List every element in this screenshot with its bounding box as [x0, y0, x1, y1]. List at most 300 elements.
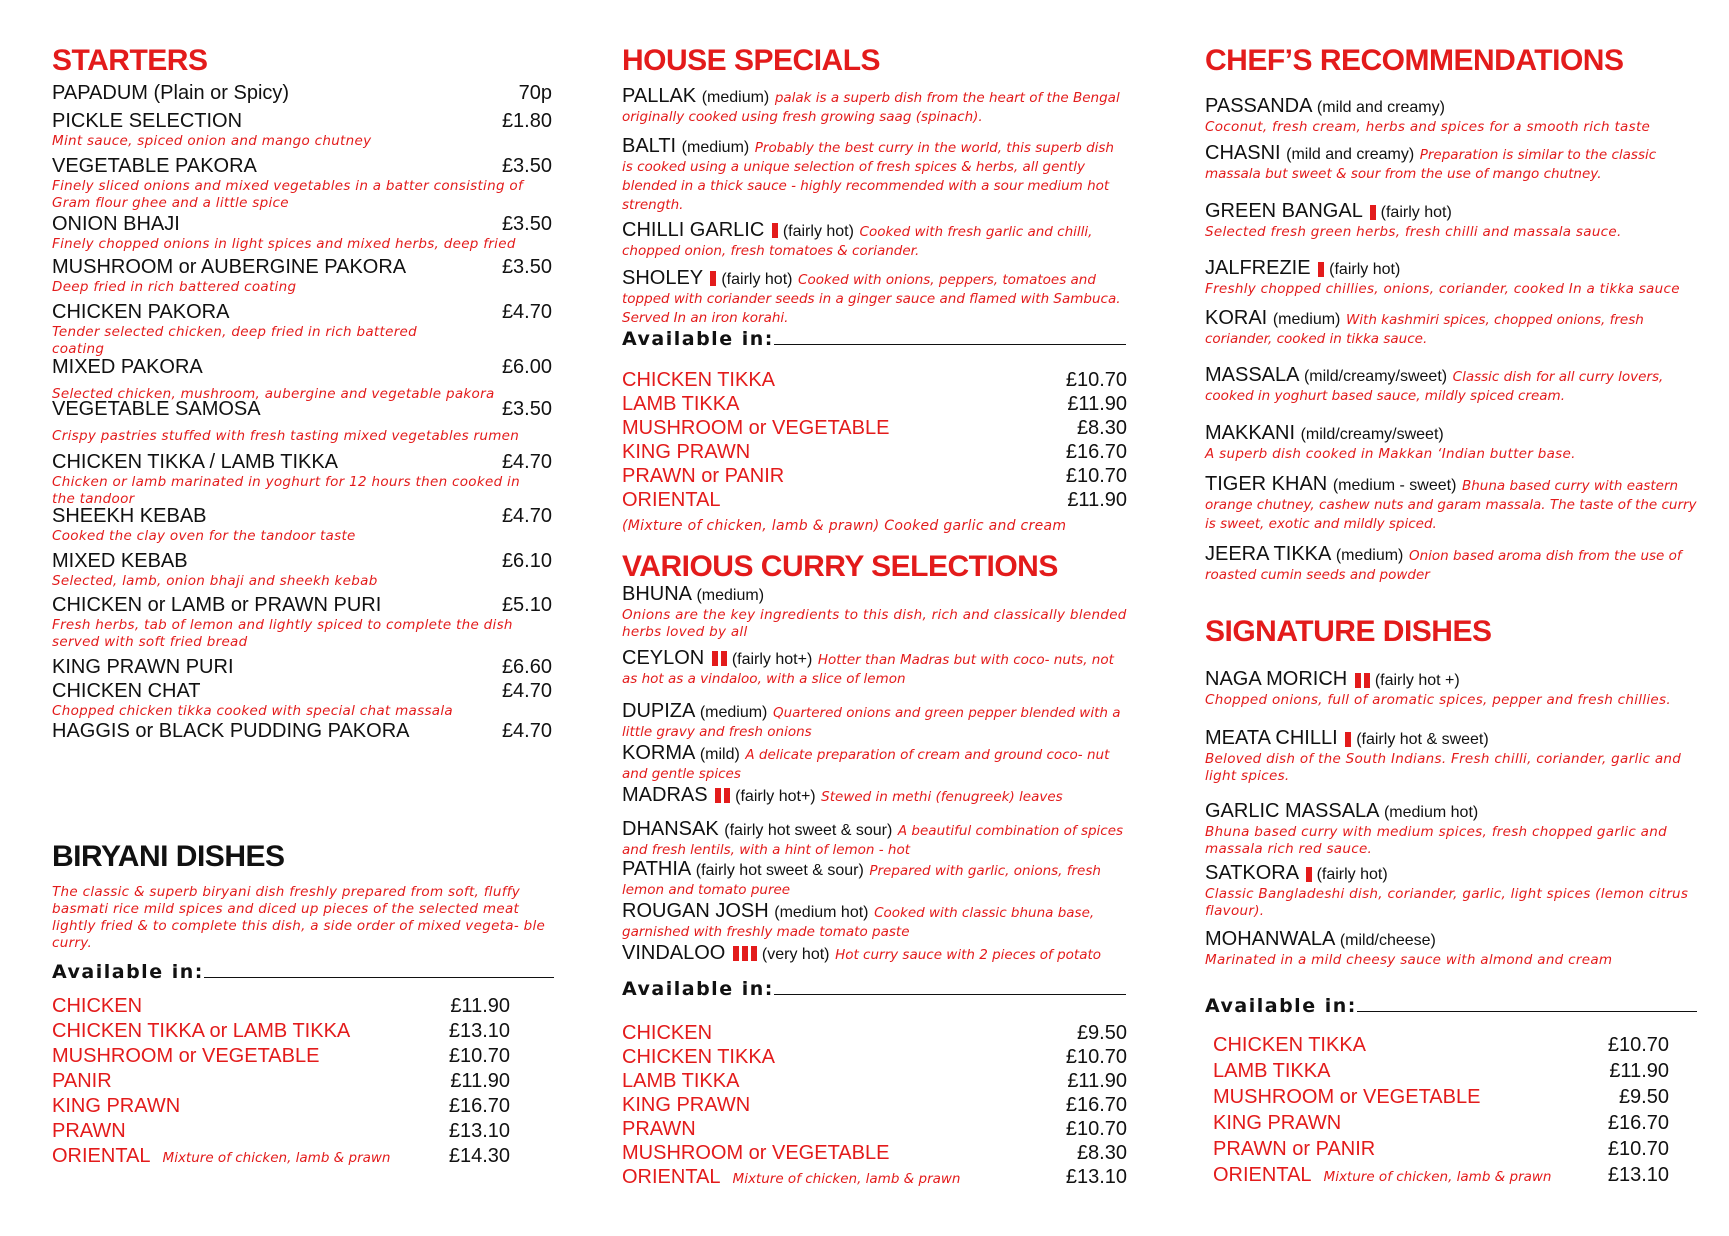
dish-name: PATHIA	[622, 858, 691, 880]
dish-item	[622, 784, 1127, 806]
option-label: PANIR	[52, 1070, 112, 1092]
dish-item	[1205, 543, 1705, 584]
option-price: £10.70	[1065, 1118, 1127, 1140]
dish-description: Cooked with classic bhuna base, garnished with freshly made tomato paste	[622, 905, 1095, 940]
dish-name-line	[1205, 307, 1705, 348]
dish-description: Prepared with garlic, onions, fresh lemon and tomato puree	[622, 863, 1101, 898]
option-label: CHICKEN	[52, 995, 143, 1017]
dish-heat-note: (fairly hot +)	[1374, 672, 1460, 689]
item-description: Chicken or lamb marinated in yoghurt for 12 hours then cooked in the tandoor	[52, 474, 520, 507]
dish-item	[622, 583, 1127, 641]
dish-heat-note: (medium)	[696, 587, 765, 604]
option-label: CHICKEN TIKKA	[1213, 1034, 1366, 1056]
price-option-name	[1213, 1164, 1669, 1189]
dish-item	[1205, 862, 1705, 920]
item-price: £1.80	[501, 110, 552, 132]
option-note: Mixture of chicken, lamb & prawn	[162, 1150, 391, 1166]
item-description: Cooked the clay oven for the tandoor taste	[52, 528, 356, 544]
item-description: Tender selected chicken, deep fried in rich battered coating	[52, 324, 418, 357]
chili-heat-icon	[1306, 863, 1315, 885]
starters-heading: STARTERS	[52, 44, 208, 77]
dish-item	[1205, 928, 1705, 969]
price-row	[1213, 1034, 1669, 1060]
option-label: MUSHROOM or VEGETABLE	[1213, 1086, 1481, 1108]
dish-heat-note: (fairly hot sweet & sour)	[724, 822, 893, 839]
price-row	[52, 1070, 562, 1095]
item-price: £3.50	[501, 213, 552, 235]
dish-description: Preparation is similar to the classic massala but sweet & sour from the use of mango chutney.	[1205, 147, 1657, 182]
house-available-label: Available in:	[622, 328, 1126, 350]
starter-item	[52, 550, 552, 590]
dish-item	[622, 647, 1127, 688]
price-row	[52, 1020, 562, 1045]
chili-heat-icon	[1345, 728, 1354, 750]
item-price: £6.60	[501, 656, 552, 678]
price-option-name	[622, 441, 1127, 464]
item-description: Selected, lamb, onion bhaji and sheekh kebab	[52, 573, 378, 589]
dish-item	[1205, 307, 1705, 348]
dish-name: BALTI	[622, 135, 677, 157]
dish-name: SATKORA	[1205, 862, 1298, 884]
dish-item	[1205, 364, 1705, 405]
dish-heat-note: (mild/cheese)	[1339, 932, 1436, 949]
item-description: Finely chopped onions in light spices and mixed herbs, deep fried	[52, 236, 516, 252]
item-price: £6.10	[501, 550, 552, 572]
dish-name: MADRAS	[622, 784, 708, 806]
dish-heat-note: (medium)	[681, 139, 750, 156]
item-description: Fresh herbs, tab of lemon and lightly spiced to complete the dish served with soft fried bread	[52, 617, 513, 650]
price-option-name	[622, 1094, 1127, 1117]
price-row	[622, 441, 1127, 465]
dish-description: Classic Bangladeshi dish, coriander, garlic, light spices (lemon citrus flavour).	[1205, 886, 1689, 919]
dish-name-line	[1205, 862, 1705, 886]
dish-name-line	[622, 700, 1127, 741]
option-label: CHICKEN TIKKA	[622, 369, 775, 391]
option-label: PRAWN or PANIR	[622, 465, 785, 487]
dish-description: A beautiful combination of spices and fresh lentils, with a hint of lemon - hot	[622, 823, 1124, 858]
dish-name: BHUNA	[622, 583, 691, 605]
option-label: KING PRAWN	[622, 1094, 751, 1116]
item-name: MUSHROOM or AUBERGINE PAKORA	[52, 256, 407, 278]
house-specials-heading: HOUSE SPECIALS	[622, 44, 881, 77]
dish-item	[622, 900, 1127, 941]
option-label: MUSHROOM or VEGETABLE	[622, 417, 890, 439]
dish-description: palak is a superb dish from the heart of the Bengal originally cooked using fresh growing saag (spinach).	[622, 90, 1120, 125]
item-description: Selected chicken, mushroom, aubergine and vegetable pakora	[52, 386, 495, 402]
price-option-name	[622, 1070, 1127, 1093]
price-row	[52, 1145, 562, 1170]
dish-heat-note: (mild)	[699, 746, 740, 763]
starter-item	[52, 301, 552, 358]
option-label: CHICKEN	[622, 1022, 713, 1044]
dish-name: PALLAK	[622, 85, 697, 107]
price-option-name	[622, 1022, 1127, 1045]
dish-description: Onions are the key ingredients to this dish, rich and classically blended herbs loved by all	[622, 607, 1127, 640]
dish-item	[1205, 422, 1705, 463]
dish-heat-note: (fairly hot+)	[731, 651, 813, 668]
price-option-name	[1213, 1138, 1669, 1161]
dish-name: GREEN BANGAL	[1205, 200, 1363, 222]
option-label: PRAWN or PANIR	[1213, 1138, 1376, 1160]
item-name: ONION BHAJI	[52, 213, 180, 235]
starter-item	[52, 155, 552, 212]
price-option-name	[622, 393, 1127, 416]
dish-item	[1205, 800, 1705, 858]
price-row	[1213, 1060, 1669, 1086]
item-name: VEGETABLE PAKORA	[52, 155, 257, 177]
option-price: £16.70	[1065, 441, 1127, 463]
starter-item	[52, 680, 552, 720]
item-price: £5.10	[501, 594, 552, 616]
starter-item	[52, 656, 552, 678]
dish-name-line	[622, 900, 1127, 941]
option-price: £10.70	[1607, 1138, 1669, 1160]
option-label: MUSHROOM or VEGETABLE	[622, 1142, 890, 1164]
item-price: £4.70	[501, 451, 552, 473]
option-label: KING PRAWN	[52, 1095, 181, 1117]
dish-heat-note: (mild/creamy/sweet)	[1300, 426, 1444, 443]
price-row	[622, 1070, 1127, 1094]
starter-item	[52, 398, 552, 445]
chili-heat-icon	[715, 787, 733, 804]
item-name: MIXED KEBAB	[52, 550, 188, 572]
biryani-available-label: Available in:	[52, 961, 554, 983]
option-price: £9.50	[1618, 1086, 1669, 1108]
dish-description: Marinated in a mild cheesy sauce with almond and cream	[1205, 952, 1613, 968]
starter-item	[52, 451, 552, 508]
dish-item	[1205, 257, 1705, 298]
price-option-name	[622, 1142, 1127, 1165]
dish-name: TIGER KHAN	[1205, 473, 1328, 495]
dish-name-line	[622, 135, 1127, 214]
option-label: CHICKEN TIKKA or LAMB TIKKA	[52, 1020, 351, 1042]
option-label: PRAWN	[52, 1120, 126, 1142]
dish-heat-note: (medium - sweet)	[1332, 477, 1457, 494]
dish-name-line	[1205, 422, 1705, 446]
item-name: MIXED PAKORA	[52, 356, 203, 378]
option-price: £8.30	[1076, 417, 1127, 439]
dish-description: Cooked with fresh garlic and chilli, chopped onion, fresh tomatoes & coriander.	[622, 224, 1093, 259]
dish-description: Classic dish for all curry lovers, cooked in yoghurt based sauce, mildly spiced cream.	[1205, 369, 1664, 404]
dish-description: Freshly chopped chillies, onions, coriander, cooked In a tikka sauce	[1205, 281, 1680, 297]
option-price: £16.70	[448, 1095, 510, 1117]
option-label: PRAWN	[622, 1118, 696, 1140]
option-price: £10.70	[1065, 369, 1127, 391]
dish-item	[1205, 95, 1705, 136]
dish-name-line	[622, 267, 1127, 327]
dish-heat-note: (fairly hot & sweet)	[1356, 731, 1489, 748]
chefs-recommendations-heading: CHEF’S RECOMMENDATIONS	[1205, 44, 1624, 77]
option-label: LAMB TIKKA	[622, 393, 740, 415]
option-price: £13.10	[1065, 1166, 1127, 1188]
starter-item	[52, 82, 552, 104]
dish-heat-note: (medium hot)	[774, 904, 869, 921]
option-label: ORIENTAL	[622, 1166, 721, 1188]
option-label: CHICKEN TIKKA	[622, 1046, 775, 1068]
dish-item	[622, 700, 1127, 741]
dish-name-line	[622, 647, 1127, 688]
option-price: £11.90	[1609, 1060, 1669, 1082]
dish-name-line	[1205, 200, 1705, 224]
item-name: CHICKEN TIKKA / LAMB TIKKA	[52, 451, 339, 473]
chili-heat-icon	[1355, 669, 1373, 691]
chili-heat-icon	[712, 650, 730, 667]
price-option-name	[622, 417, 1127, 440]
item-price: £4.70	[501, 680, 552, 702]
dish-name: GARLIC MASSALA	[1205, 800, 1379, 822]
item-price: £6.00	[501, 356, 552, 378]
chili-heat-icon	[1318, 258, 1327, 280]
dish-name: MAKKANI	[1205, 422, 1296, 444]
dish-heat-note: (fairly hot)	[1316, 866, 1388, 883]
dish-name: SHOLEY	[622, 267, 703, 289]
dish-heat-note: (fairly hot+)	[735, 788, 816, 805]
price-row	[622, 393, 1127, 417]
price-row	[52, 995, 562, 1020]
option-price: £11.90	[450, 1070, 510, 1092]
item-price: £3.50	[501, 155, 552, 177]
starter-item	[52, 505, 552, 545]
starter-item	[52, 356, 552, 403]
item-name: CHICKEN or LAMB or PRAWN PURI	[52, 594, 382, 616]
item-name: HAGGIS or BLACK PUDDING PAKORA	[52, 720, 410, 742]
dish-description: Bhuna based curry with medium spices, fresh chopped garlic and massala rich red sauce.	[1205, 824, 1667, 857]
dish-name-line	[622, 784, 1127, 806]
option-price: £11.90	[1067, 393, 1127, 415]
option-price: £16.70	[1065, 1094, 1127, 1116]
dish-heat-note: (mild and creamy)	[1316, 99, 1445, 116]
dish-name-line	[1205, 543, 1705, 584]
item-price: £3.50	[501, 398, 552, 420]
item-description: Finely sliced onions and mixed vegetables in a batter consisting of Gram flour ghee and a little spice	[52, 178, 524, 211]
dish-item	[1205, 668, 1705, 709]
curry-price-list	[622, 1022, 1127, 1190]
price-row	[622, 1142, 1127, 1166]
dish-name-line	[622, 85, 1127, 126]
dish-description: Beloved dish of the South Indians. Fresh chilli, coriander, garlic and light spices.	[1205, 751, 1682, 784]
dish-heat-note: (medium)	[699, 704, 768, 721]
dish-name-line	[1205, 928, 1705, 952]
dish-name-line	[622, 219, 1127, 260]
option-price: £10.70	[1065, 465, 1127, 487]
option-label: KING PRAWN	[1213, 1112, 1342, 1134]
dish-item	[622, 858, 1127, 899]
house-price-list	[622, 369, 1127, 513]
biryani-heading: BIRYANI DISHES	[52, 840, 285, 873]
dish-description: A superb dish cooked in Makkan ‘Indian butter base.	[1205, 446, 1576, 462]
dish-heat-note: (medium hot)	[1383, 804, 1479, 821]
dish-item	[1205, 200, 1705, 241]
item-name: CHICKEN PAKORA	[52, 301, 230, 323]
dish-heat-note: (medium)	[1272, 311, 1341, 328]
dish-name: MASSALA	[1205, 364, 1299, 386]
price-row	[622, 1094, 1127, 1118]
dish-heat-note: (medium)	[701, 89, 770, 106]
house-footnote: (Mixture of chicken, lamb & prawn) Cooked garlic and cream	[622, 518, 1067, 534]
dish-name-line	[1205, 473, 1705, 533]
option-label: ORIENTAL	[1213, 1164, 1312, 1186]
item-price: £4.70	[501, 720, 552, 742]
dish-name-line	[1205, 142, 1705, 183]
dish-heat-note: (mild/creamy/sweet)	[1303, 368, 1448, 385]
item-name: CHICKEN CHAT	[52, 680, 201, 702]
item-name: SHEEKH KEBAB	[52, 505, 207, 527]
price-option-name	[622, 489, 1127, 512]
dish-heat-note: (fairly hot)	[1380, 204, 1452, 221]
starter-item	[52, 720, 552, 742]
price-row	[1213, 1086, 1669, 1112]
dish-item	[622, 942, 1127, 964]
curry-selections-heading: VARIOUS CURRY SELECTIONS	[622, 550, 1058, 583]
item-name: PICKLE SELECTION	[52, 110, 243, 132]
option-label: LAMB TIKKA	[622, 1070, 740, 1092]
dish-name-line	[622, 818, 1127, 859]
dish-name-line	[622, 742, 1127, 783]
dish-description: Bhuna based curry with eastern orange chutney, cashew nuts and garam massala. The taste of the curry is sweet, exotic and mildly spiced.	[1205, 478, 1697, 532]
option-price: £11.90	[450, 995, 510, 1017]
item-description: Deep fried in rich battered coating	[52, 279, 297, 295]
option-label: ORIENTAL	[622, 489, 721, 511]
item-price: £3.50	[501, 256, 552, 278]
price-option-name	[622, 369, 1127, 392]
dish-name: MEATA CHILLI	[1205, 727, 1338, 749]
dish-heat-note: (mild and creamy)	[1286, 146, 1415, 163]
option-note: Mixture of chicken, lamb & prawn	[732, 1171, 961, 1187]
option-label: MUSHROOM or VEGETABLE	[52, 1045, 320, 1067]
dish-item	[1205, 727, 1705, 785]
dish-description: With kashmiri spices, chopped onions, fresh coriander, cooked in tikka sauce.	[1205, 312, 1644, 347]
option-price: £10.70	[1065, 1046, 1127, 1068]
dish-item	[622, 219, 1127, 260]
dish-name: KORAI	[1205, 307, 1268, 329]
price-option-name	[622, 465, 1127, 488]
dish-heat-note: (medium)	[1335, 547, 1404, 564]
item-description: Chopped chicken tikka cooked with special chat massala	[52, 703, 453, 719]
starter-item	[52, 213, 552, 253]
dish-item	[1205, 142, 1705, 183]
dish-name: KORMA	[622, 742, 695, 764]
option-note: Mixture of chicken, lamb & prawn	[1323, 1169, 1552, 1185]
option-price: £8.30	[1076, 1142, 1127, 1164]
dish-name: JALFREZIE	[1205, 257, 1311, 279]
price-row	[1213, 1112, 1669, 1138]
item-description: Crispy pastries stuffed with fresh tasting mixed vegetables rumen	[52, 428, 520, 444]
dish-name-line	[1205, 800, 1705, 824]
dish-name: DHANSAK	[622, 818, 719, 840]
dish-item	[622, 267, 1127, 327]
dish-item	[622, 85, 1127, 126]
price-row	[52, 1045, 562, 1070]
price-option-name	[1213, 1060, 1669, 1083]
dish-item	[622, 742, 1127, 783]
price-row	[52, 1095, 562, 1120]
price-row	[1213, 1138, 1669, 1164]
option-price: £9.50	[1076, 1022, 1127, 1044]
option-price: £13.10	[448, 1020, 510, 1042]
price-option-name	[1213, 1086, 1669, 1109]
dish-heat-note: (fairly hot sweet & sour)	[695, 862, 864, 879]
item-price: £4.70	[501, 505, 552, 527]
price-row	[622, 417, 1127, 441]
dish-heat-note: (fairly hot)	[1329, 261, 1401, 278]
dish-name: CHASNI	[1205, 142, 1281, 164]
dish-name: DUPIZA	[622, 700, 695, 722]
starter-item	[52, 256, 552, 296]
dish-heat-note: (fairly hot)	[721, 271, 793, 288]
option-label: LAMB TIKKA	[1213, 1060, 1331, 1082]
dish-name-line	[1205, 668, 1705, 692]
dish-heat-note: (fairly hot)	[782, 223, 854, 240]
price-row	[622, 1046, 1127, 1070]
price-row	[52, 1120, 562, 1145]
price-row	[622, 1022, 1127, 1046]
dish-name: CHILLI GARLIC	[622, 219, 765, 241]
dish-item	[622, 818, 1127, 859]
price-row	[622, 489, 1127, 513]
price-option-name	[1213, 1034, 1669, 1057]
starter-item	[52, 594, 552, 651]
dish-item	[622, 135, 1127, 214]
option-price: £10.70	[1607, 1034, 1669, 1056]
dish-name: ROUGAN JOSH	[622, 900, 769, 922]
chili-heat-icon	[710, 270, 719, 287]
item-name: KING PRAWN PURI	[52, 656, 234, 678]
dish-name-line	[622, 942, 1127, 964]
option-price: £11.90	[1067, 1070, 1127, 1092]
option-price: £10.70	[448, 1045, 510, 1067]
dish-description: Stewed in methi (fenugreek) leaves	[821, 789, 1063, 805]
option-price: £11.90	[1067, 489, 1127, 511]
price-option-name	[622, 1166, 1127, 1191]
biryani-description: The classic & superb biryani dish freshly prepared from soft, fluffy basmati rice mild spices and diced up pieces of the selected meat lightly fried & to complete this dish, a side order of mixed vegeta- ble curry.	[52, 884, 546, 951]
chili-heat-icon	[733, 945, 760, 962]
price-option-name	[1213, 1112, 1669, 1135]
dish-name: VINDALOO	[622, 942, 726, 964]
signature-available-label: Available in:	[1205, 995, 1697, 1017]
biryani-price-list	[52, 995, 562, 1170]
item-name: VEGETABLE SAMOSA	[52, 398, 261, 420]
option-price: £13.10	[1607, 1164, 1669, 1186]
dish-item	[1205, 473, 1705, 533]
dish-description: Probably the best curry in the world, this superb dish is cooked using a unique selection of fresh spices & herbs, all gently blended in a thick sauce - highly recommended with a sour medium hot strength.	[622, 140, 1114, 213]
price-row	[622, 369, 1127, 393]
starter-item	[52, 110, 552, 150]
dish-description: Onion based aroma dish from the use of roasted cumin seeds and powder	[1205, 548, 1682, 583]
dish-name-line	[622, 858, 1127, 899]
dish-description: Cooked with onions, peppers, tomatoes and topped with coriander seeds in a ginger sauce and flamed with Sambuca. Served In an iron korahi.	[622, 272, 1121, 326]
dish-description: Hot curry sauce with 2 pieces of potato	[835, 947, 1102, 963]
dish-description: A delicate preparation of cream and ground coco- nut and gentle spices	[622, 747, 1110, 782]
dish-name-line	[1205, 727, 1705, 751]
dish-description: Quartered onions and green pepper blended with a little gravy and fresh onions	[622, 705, 1121, 740]
item-price: 70p	[518, 82, 552, 104]
option-label: KING PRAWN	[622, 441, 751, 463]
dish-name-line	[1205, 257, 1705, 281]
dish-description: Chopped onions, full of aromatic spices, pepper and fresh chillies.	[1205, 692, 1671, 708]
option-label: ORIENTAL	[52, 1145, 151, 1167]
option-price: £16.70	[1607, 1112, 1669, 1134]
dish-name: NAGA MORICH	[1205, 668, 1348, 690]
dish-name-line	[1205, 364, 1705, 405]
dish-heat-note: (very hot)	[761, 946, 830, 963]
dish-description: Selected fresh green herbs, fresh chilli and massala sauce.	[1205, 224, 1622, 240]
dish-description: Coconut, fresh cream, herbs and spices for a smooth rich taste	[1205, 119, 1651, 135]
price-row	[622, 465, 1127, 489]
chili-heat-icon	[772, 222, 781, 239]
option-price: £14.30	[448, 1145, 510, 1167]
dish-name: MOHANWALA	[1205, 928, 1335, 950]
item-price: £4.70	[501, 301, 552, 323]
